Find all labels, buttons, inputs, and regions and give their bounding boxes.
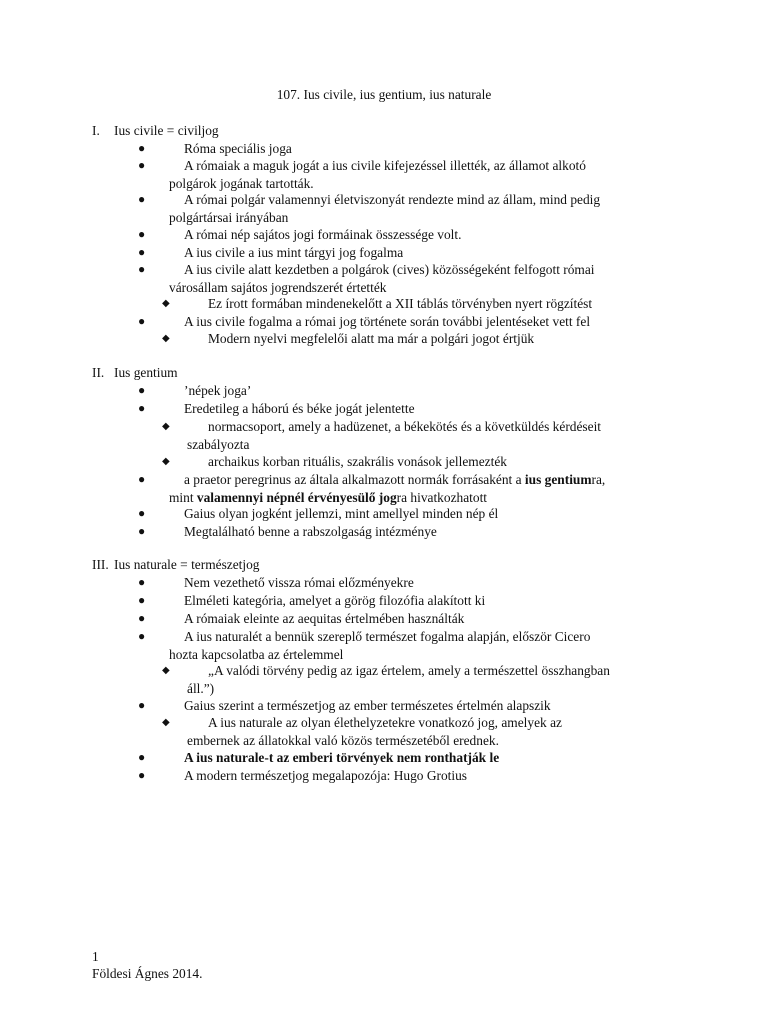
section-number: I. xyxy=(92,123,100,138)
bullet-dot-icon: ● xyxy=(138,383,146,397)
list-item: ● A ius civile a ius mint tárgyi jog fogalma xyxy=(138,245,404,260)
diamond-bullet-icon: ◆ xyxy=(162,333,170,344)
list-item: ● Megtalálható benne a rabszolgaság intézménye xyxy=(138,524,437,539)
bullet-dot-icon: ● xyxy=(138,262,146,276)
bullet-dot-icon: ● xyxy=(138,611,146,625)
diamond-bullet-icon: ◆ xyxy=(162,456,170,467)
bullet-dot-icon: ● xyxy=(138,575,146,589)
bullet-dot-icon: ● xyxy=(138,192,146,206)
list-item: ● A ius naturale-t az emberi törvények nem ronthatják le xyxy=(138,750,500,765)
bullet-dot-icon: ● xyxy=(138,698,146,712)
sub-list-item: ◆ normacsoport, amely a hadüzenet, a békekötés és a követküldés kérdéseit szabályozta xyxy=(162,419,602,452)
bullet-dot-icon: ● xyxy=(138,593,146,607)
page-title: 107. Ius civile, ius gentium, ius naturale xyxy=(276,87,492,102)
bullet-dot-icon: ● xyxy=(138,314,146,328)
bullet-dot-icon: ● xyxy=(138,245,146,259)
bullet-dot-icon: ● xyxy=(138,472,146,486)
page-number: 1 xyxy=(92,949,99,964)
footer-author: Földesi Ágnes 2014. xyxy=(92,966,203,981)
diamond-bullet-icon: ◆ xyxy=(162,665,170,676)
list-item: ● A ius civile alatt kezdetben a polgárok (cives) közösségeként felfogott római városállam sajátos jogrendszerét értették xyxy=(138,262,595,295)
list-item: ● Eredetileg a háború és béke jogát jelentette xyxy=(138,401,415,416)
bullet-dot-icon: ● xyxy=(138,506,146,520)
section-title: Ius gentium xyxy=(114,365,178,380)
bullet-dot-icon: ● xyxy=(138,768,146,782)
sub-list-item: ◆ A ius naturale az olyan élethelyzetekre vonatkozó jog, amelyek az embernek az állatokkal való közös természetéből erednek. xyxy=(162,715,562,748)
sub-list-item: ◆ Ez írott formában mindenekelőtt a XII táblás törvényben nyert rögzítést xyxy=(162,296,593,311)
list-item: ● a praetor peregrinus az általa alkalmazott normák forrásaként a ius gentiumra, mint valamennyi népnél érvényesülő jogra hivatkozhatott xyxy=(138,472,606,505)
list-item: ● A római polgár valamennyi életviszonyát rendezte mind az állam, mind pedig polgártársai irányában xyxy=(138,192,601,225)
list-item: ● ’népek joga’ xyxy=(138,383,252,398)
list-item: ● A rómaiak a maguk jogát a ius civile kifejezéssel illették, az államot alkotó polgárok jogának tartották. xyxy=(138,158,586,191)
diamond-bullet-icon: ◆ xyxy=(162,717,170,728)
section-heading-1 xyxy=(92,122,219,140)
bullet-dot-icon: ● xyxy=(138,629,146,643)
section-heading-2 xyxy=(92,364,178,382)
section-number: II. xyxy=(92,365,105,380)
list-item: ● A rómaiak eleinte az aequitas értelmében használták xyxy=(138,611,465,626)
section-number: III. xyxy=(92,557,109,572)
list-item: ● Róma speciális joga xyxy=(138,141,292,156)
sub-list-item: ◆ Modern nyelvi megfelelői alatt ma már a polgári jogot értjük xyxy=(162,331,535,346)
list-item: ● Gaius olyan jogként jellemzi, mint amellyel minden nép él xyxy=(138,506,499,521)
diamond-bullet-icon: ◆ xyxy=(162,298,170,309)
section-heading-3 xyxy=(92,556,260,574)
section-title: Ius civile = civiljog xyxy=(114,123,219,138)
sub-list-item: ◆ „A valódi törvény pedig az igaz értelem, amely a természettel összhangban áll.”) xyxy=(162,663,610,696)
bullet-dot-icon: ● xyxy=(138,158,146,172)
list-item: ● A ius civile fogalma a római jog története során további jelentéseket vett fel xyxy=(138,314,591,329)
bullet-dot-icon: ● xyxy=(138,750,146,764)
bullet-dot-icon: ● xyxy=(138,401,146,415)
bullet-dot-icon: ● xyxy=(138,227,146,241)
sub-list-item: ◆ archaikus korban rituális, szakrális vonások jellemezték xyxy=(162,454,507,469)
list-item: ● Elméleti kategória, amelyet a görög filozófia alakított ki xyxy=(138,593,486,608)
bullet-dot-icon: ● xyxy=(138,524,146,538)
list-item: ● A római nép sajátos jogi formáinak összessége volt. xyxy=(138,227,462,242)
section-title: Ius naturale = természetjog xyxy=(114,557,260,572)
diamond-bullet-icon: ◆ xyxy=(162,421,170,432)
list-item: ● A modern természetjog megalapozója: Hugo Grotius xyxy=(138,768,467,783)
list-item: ● A ius naturalét a bennük szereplő természet fogalma alapján, először Cicero hozta kapcsolatba az értelemmel xyxy=(138,629,591,662)
list-item: ● Nem vezethető vissza római előzményekre xyxy=(138,575,414,590)
list-item: ● Gaius szerint a természetjog az ember természetes értelmén alapszik xyxy=(138,698,551,713)
bullet-dot-icon: ● xyxy=(138,141,146,155)
